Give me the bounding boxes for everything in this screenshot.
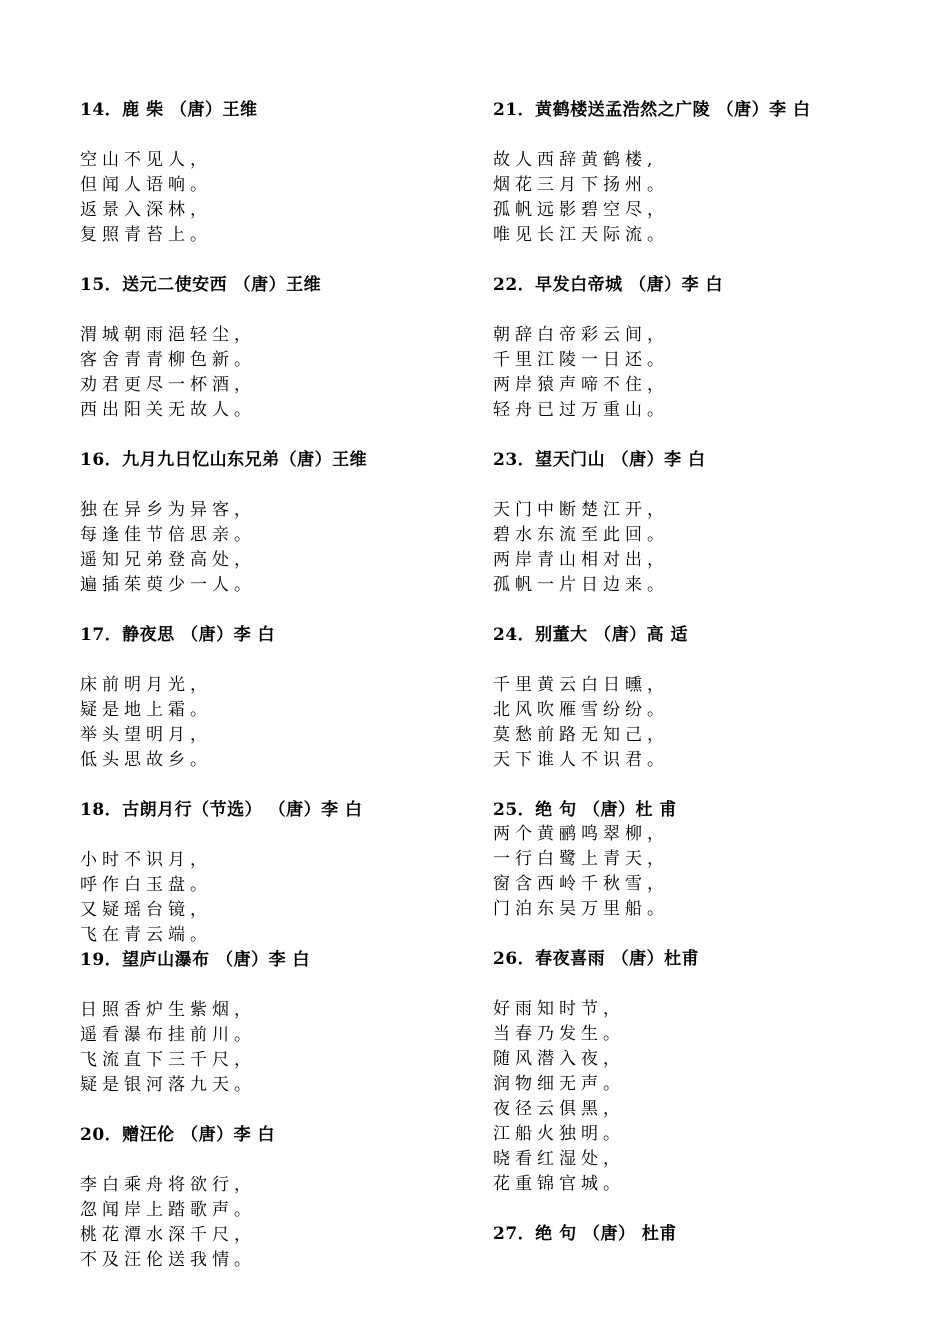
poem-line: 千里黄云白日曛， (493, 675, 669, 695)
poem-line: 不及汪伦送我情。 (80, 1250, 256, 1270)
poem-line: 独在异乡为异客， (80, 500, 256, 520)
poem-line: 一行白鹭上青天， (493, 849, 669, 869)
poem-line: 两岸猿声啼不住， (493, 375, 669, 395)
poem (80, 948, 480, 1123)
poem (80, 1123, 480, 1273)
poem-line: 低头思故乡。 (80, 750, 212, 770)
poem-line: 举头望明月， (80, 725, 212, 745)
poem-line: 小时不识月， (80, 850, 212, 870)
poem (80, 448, 480, 623)
poem-title: 18．古朗月行（节选） （唐）李 白 (80, 800, 363, 820)
poem-line: 莫愁前路无知己， (493, 725, 669, 745)
poem-line: 好雨知时节， (493, 999, 625, 1019)
poem-line: 桃花潭水深千尺， (80, 1225, 256, 1245)
right-column (493, 98, 933, 1246)
poem-line: 朝辞白帝彩云间， (493, 325, 669, 345)
poem-line: 床前明月光， (80, 675, 212, 695)
poem-line: 呼作白玉盘。 (80, 875, 212, 895)
poem-title: 21．黄鹤楼送孟浩然之广陵 （唐）李 白 (493, 100, 811, 120)
poem (80, 798, 480, 948)
poem-line: 润物细无声。 (493, 1074, 625, 1094)
poem-line: 飞在青云端。 (80, 925, 212, 945)
poem-line: 遥知兄弟登高处， (80, 550, 256, 570)
poem-title: 19．望庐山瀑布 （唐）李 白 (80, 950, 310, 970)
poem-title: 26．春夜喜雨 （唐）杜甫 (493, 949, 700, 969)
poem-line: 复照青苔上。 (80, 225, 212, 245)
poem-line: 孤帆远影碧空尽， (493, 200, 669, 220)
poem (80, 623, 480, 798)
poem-line: 但闻人语响。 (80, 175, 212, 195)
poem-line: 李白乘舟将欲行， (80, 1175, 256, 1195)
poem-line: 千里江陵一日还。 (493, 350, 669, 370)
poem-line: 当春乃发生。 (493, 1024, 625, 1044)
poem-title: 24．别董大 （唐）高 适 (493, 625, 688, 645)
poem-line: 孤帆一片日边来。 (493, 575, 669, 595)
left-column (80, 98, 480, 1273)
poem-title: 17．静夜思 （唐）李 白 (80, 625, 275, 645)
poem (80, 98, 480, 273)
poem (493, 448, 933, 623)
poem-line: 窗含西岭千秋雪， (493, 874, 669, 894)
poem-title: 23．望天门山 （唐）李 白 (493, 450, 706, 470)
poem-line: 北风吹雁雪纷纷。 (493, 700, 669, 720)
poem-line: 渭城朝雨浥轻尘， (80, 325, 256, 345)
poem (493, 1222, 933, 1246)
poem-line: 碧水东流至此回。 (493, 525, 669, 545)
poem (80, 273, 480, 448)
poem-line: 飞流直下三千尺， (80, 1050, 256, 1070)
poem-title: 22．早发白帝城 （唐）李 白 (493, 275, 723, 295)
poem-line: 故人西辞黄鹤楼, (493, 150, 658, 170)
poem (493, 98, 933, 273)
poem-line: 返景入深林， (80, 200, 212, 220)
poem-line: 烟花三月下扬州。 (493, 175, 669, 195)
poem-line: 劝君更尽一杯酒， (80, 375, 256, 395)
poem-line: 天门中断楚江开， (493, 500, 669, 520)
poem-line: 遍插茱萸少一人。 (80, 575, 256, 595)
poem-title: 14．鹿 柴 （唐）王维 (80, 100, 258, 120)
poem-line: 夜径云俱黑， (493, 1099, 625, 1119)
poem (493, 947, 933, 1222)
poem-line: 客舍青青柳色新。 (80, 350, 256, 370)
poem-title: 15．送元二使安西 （唐）王维 (80, 275, 322, 295)
poem-line: 疑是银河落九天。 (80, 1075, 256, 1095)
poem-line: 两个黄鹂鸣翠柳， (493, 824, 669, 844)
poem-line: 晓看红湿处， (493, 1149, 625, 1169)
poem-line: 空山不见人， (80, 150, 212, 170)
poem-line: 江船火独明。 (493, 1124, 625, 1144)
poem-line: 每逢佳节倍思亲。 (80, 525, 256, 545)
poem-line: 又疑瑶台镜， (80, 900, 212, 920)
poem-line: 遥看瀑布挂前川。 (80, 1025, 256, 1045)
poem (493, 798, 933, 947)
poem-line: 天下谁人不识君。 (493, 750, 669, 770)
poem-title: 16．九月九日忆山东兄弟（唐）王维 (80, 450, 368, 470)
poem-line: 日照香炉生紫烟， (80, 1000, 256, 1020)
poem-line: 轻舟已过万重山。 (493, 400, 669, 420)
poem-title: 20．赠汪伦 （唐）李 白 (80, 1125, 275, 1145)
poem-line: 忽闻岸上踏歌声。 (80, 1200, 256, 1220)
poem (493, 273, 933, 448)
poem-line: 两岸青山相对出， (493, 550, 669, 570)
poem-title: 27．绝 句 （唐） 杜甫 (493, 1224, 677, 1244)
poem-line: 西出阳关无故人。 (80, 400, 256, 420)
poem-title: 25．绝 句 （唐）杜 甫 (493, 800, 677, 820)
poem-line: 花重锦官城。 (493, 1174, 625, 1194)
poem (493, 623, 933, 798)
poem-line: 唯见长江天际流。 (493, 225, 669, 245)
poem-line: 疑是地上霜。 (80, 700, 212, 720)
poem-line: 随风潜入夜， (493, 1049, 625, 1069)
poem-line: 门泊东吴万里船。 (493, 899, 669, 919)
